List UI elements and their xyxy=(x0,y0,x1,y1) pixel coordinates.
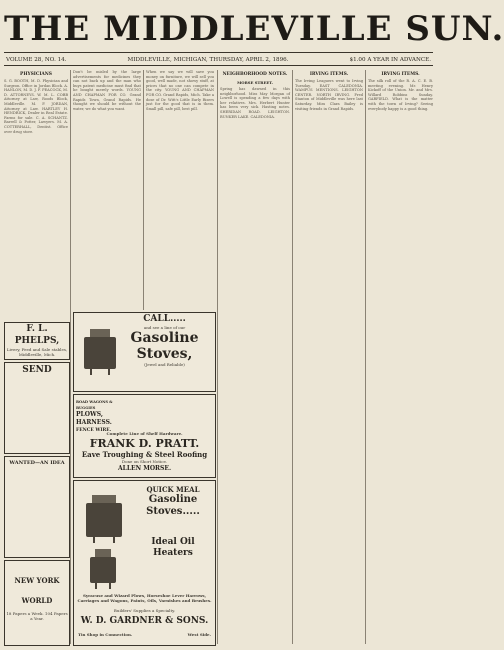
morse-street-heading: MORSE STREET. xyxy=(237,80,273,85)
ideal-oil-heaters: Ideal Oil Heaters xyxy=(151,537,195,558)
pratt-name: FRANK D. PRATT. xyxy=(89,437,200,450)
nyw-title: NEW YORK WORLD xyxy=(14,576,60,605)
gardner-plows-list: Syracuse and Wizard Plows, Horseshoe Lever Harrows, Carriages and Wagons, Paints, Oils, Varnishes and Brushes. xyxy=(77,593,212,603)
phelps-name: F. L. PHELPS, xyxy=(14,324,60,346)
column-rule xyxy=(70,70,71,644)
gardner-hardware-ad xyxy=(73,480,216,646)
column-two xyxy=(73,70,141,310)
pratt-shelf-hardware: Complete Line of Shelf Hardware. xyxy=(106,431,183,436)
gasoline-stoves-ad xyxy=(73,312,216,392)
phelps-line1: Livery, Feed and Sale stables, xyxy=(6,347,68,352)
gardner-name: W. D. GARDNER & SONS. xyxy=(80,616,209,626)
column-six-text: The silk roll of the R. A. C. E. B. meeting evening. Mr. Henry Kickoff of the Union. Mr. and Mrs. Willard Robbins Sunday. GARFIELD. What is the matter with the town of Irving? Seeing everybody happy is a good thing. xyxy=(368,79,433,111)
column-rule xyxy=(143,70,144,310)
subscription-price: $1.00 A YEAR IN ADVANCE. xyxy=(349,57,431,63)
neighborhood-heading: NEIGHBORHOOD NOTES. xyxy=(222,72,288,77)
pratt-hardware-ad xyxy=(73,394,216,478)
gardner-gasoline: Gasoline xyxy=(148,494,198,505)
west-side-note: West Side. xyxy=(187,632,211,637)
pratt-harness: HARNESS. xyxy=(76,419,112,426)
column-six xyxy=(368,70,433,644)
gardner-stove-illustration xyxy=(86,503,122,537)
directory-heading: PHYSICIANS xyxy=(20,72,52,77)
tin-shop-note: Tin Shop in Connection. xyxy=(78,632,133,637)
new-york-world-ad xyxy=(4,560,70,646)
masthead-title: THE MIDDLEVILLE SUN. xyxy=(4,9,504,49)
place-date: MIDDLEVILLE, MICHIGAN, THURSDAY, APRIL 2, 1896. xyxy=(127,57,289,63)
nyw-sub: 18 Papers a Week. 104 Papers a Year. xyxy=(6,611,68,621)
column-six-heading: IRVING ITEMS. xyxy=(381,72,420,77)
column-three-text: When we say we will save you money on furniture, we will sell you good, well made, not showy stuff, at prices that no one can compete in the city. YOUNG AND CHAPMAN FOR CO. Grand Rapids, Mich. Take a dose of Dr. Witt's Little Early Risers just for the good that is in them. Small pill, safe pill, best pill. xyxy=(146,70,214,111)
send-label: SEND xyxy=(22,365,52,375)
volume-number: VOLUME 28, NO. 14. xyxy=(6,57,67,63)
stoves-label: Stoves, xyxy=(136,346,193,362)
column-three xyxy=(146,70,214,310)
column-two-text: Don't be misled by the large advertisements for medicines they can not back up and the man who buys patent medicine must find that he bought merely words. YOUNG AND CHAPMAN FOR CO. Grand Rapids Town, Grand Rapids. He thought we should be without the water, we do what you want. xyxy=(73,70,141,111)
phelps-line2: Middleville, Mich. xyxy=(18,352,56,357)
column-rule xyxy=(217,70,218,644)
column-five xyxy=(295,70,363,644)
jewel-label: (Jewel and Reliable) xyxy=(144,362,185,367)
pratt-plows: PLOWS, xyxy=(76,411,103,418)
stove-illustration xyxy=(84,337,116,369)
send-ad xyxy=(4,362,70,454)
phelps-livery-ad xyxy=(4,322,70,360)
pratt-left-list xyxy=(76,399,116,434)
gardner-builders-supplies: Builders' Supplies a Specialty. xyxy=(113,608,176,613)
pratt-short-notice: Done on Short Notice. xyxy=(121,459,168,464)
column-five-text: The Irving Leaguers went to Irving Tuesday. EAST CALEDONIA. WAMPUS MENTIONS. LEIGHTON CENTER. NORTH IRVING. Fred Stanton of Middleville was here last Saturday. Miss Clara Bailey is visiting friends in Grand Rapids. xyxy=(295,79,363,111)
pratt-fence-wire: FENCE WIRE. xyxy=(76,428,112,433)
gardner-stoves: Stoves..... xyxy=(146,506,200,517)
allen-morse: ALLEN MORSE. xyxy=(117,465,172,472)
column-neighborhood-notes xyxy=(220,70,290,644)
pratt-road-wagons: ROAD WAGONS & BUGGIES xyxy=(76,400,113,410)
column-rule xyxy=(292,70,293,644)
directory-text: S. G. BOOTH, M. D. Physician and Surgeon. Office in Jordan Block. A. HANLON, M. D. J. F. PEACOCK, M. D. ATTORNEYS. W. M. L. COBB Attorney at Law, Roods Block, Middleville. M. F. JORDAN, Attorney at Law. HARTLEY H. HENDRICK, Dealer in Real Estate. Farms for sale. C. A. SCHANTZ. Barrell & Potter, Lawyers. M. A. COTTERHALL, Dentist. Office over drug store. xyxy=(4,79,68,134)
gasoline-label: Gasoline xyxy=(130,330,199,346)
quick-meal: QUICK MEAL xyxy=(146,485,200,494)
pratt-eave-troughing: Eave Troughing & Steel Roofing xyxy=(81,450,208,459)
wanted-idea: WANTED—AN IDEA xyxy=(9,460,65,466)
column-five-heading: IRVING ITEMS. xyxy=(309,72,349,77)
neighborhood-text: Spring has dawned in this neighborhood. Miss May Morgan of Lowell is spending a few days with her relatives. Mrs. Herbert Hunter has been very sick. Hasting notes. SHERIDAN ROAD. LEIGHTON. BUNKER LAKE. CALEDONIA. xyxy=(220,87,290,119)
call-sub: and see a line of our xyxy=(143,325,186,330)
wanted-idea-ad xyxy=(4,456,70,558)
oil-heater-illustration xyxy=(90,557,116,583)
column-directory xyxy=(4,70,68,318)
call-label: CALL..... xyxy=(143,314,186,324)
dateline xyxy=(4,52,433,66)
column-rule xyxy=(365,70,366,644)
